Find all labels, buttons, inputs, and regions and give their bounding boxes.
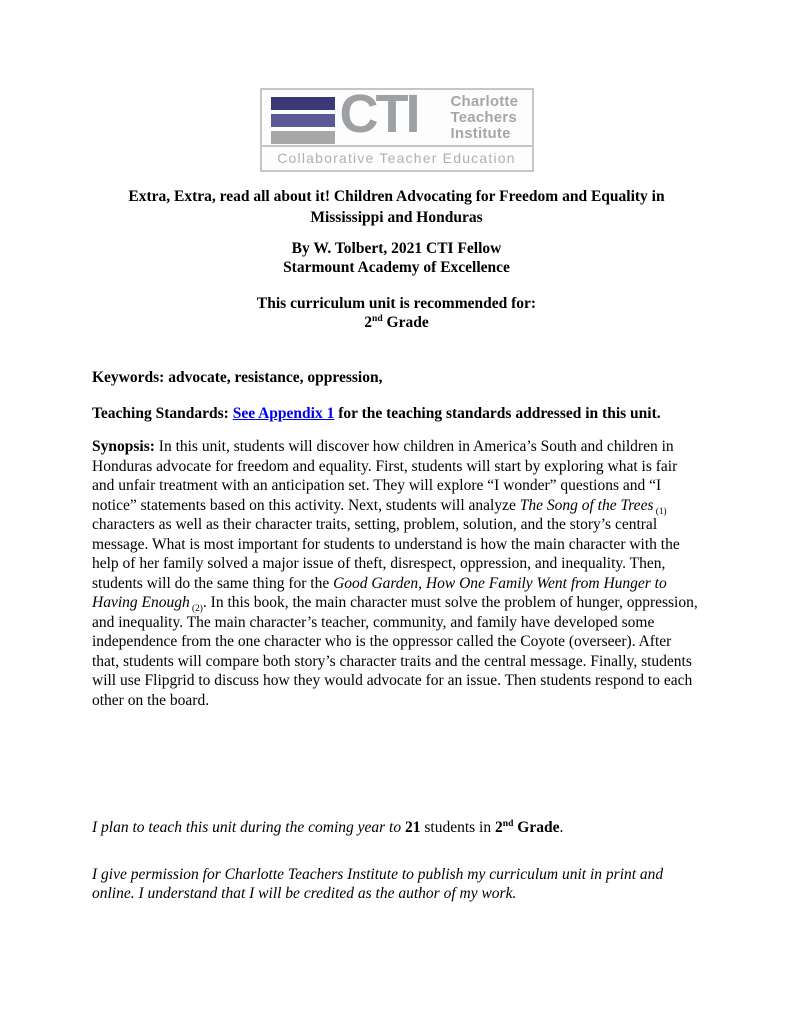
cti-logo — [260, 84, 534, 172]
logo-name-line-2: Teachers — [450, 109, 517, 126]
unit-title-line-2: Mississippi and Honduras — [310, 209, 483, 226]
logo-bars — [271, 97, 335, 148]
unit-title-line-1: Extra, Extra, read all about it! Children Advocating for Freedom and Equality in — [128, 188, 665, 205]
author-byline: By W. Tolbert, 2021 CTI Fellow — [291, 240, 502, 257]
teaching-standards-line: Teaching Standards: See Appendix 1 for the teaching standards addressed in this unit. — [92, 405, 661, 422]
synopsis-paragraph: Synopsis: In this unit, students will discover how children in America’s South and children in Honduras advocate for freedom and equality. First, students will start by exploring what is fair and unfair treatment with an anticipation set. They will explore “I wonder” questions and “I notice” statements based on this activity. Next, students will analyze The Song of the Trees $_{(1)}$ characters as well as their character traits, setting, problem, solution, and the story’s central message. What is most important for students to understand is how the main character with the help of her family solved a major issue of theft, disrespect, oppression, and inequality. Then, students will do the same thing for the Good Garden, How One Family Went from Hunger to Having Enough $_{(2)}$. In this book, the main character must solve the problem of hunger, oppression, and inequality. The main character’s teacher, community, and family have developed some independence from the one character who is the oppressor called the Coyote (overseer). After that, students will compare both story’s character traits and the central message. Finally, students will use Flipgrid to discuss how they would advocate for an issue. Then students respond to each other on the board. — [92, 438, 698, 709]
logo-bar-bottom — [271, 131, 335, 144]
byline-block — [92, 239, 701, 277]
logo-bar-middle — [271, 114, 335, 127]
recommended-block — [92, 294, 701, 332]
recommended-for-label: This curriculum unit is recommended for: — [256, 295, 537, 312]
logo-divider — [262, 145, 532, 147]
plan-statement: I plan to teach this unit during the coming year to 21 students in 2nd Grade. — [92, 817, 564, 836]
logo-acronym: CTI — [339, 84, 418, 144]
unit-title — [92, 186, 701, 228]
logo-institute-name — [451, 94, 519, 142]
logo-name-line-1: Charlotte — [450, 93, 519, 110]
school-name: Starmount Academy of Excellence — [283, 259, 510, 276]
permission-statement: I give permission for Charlotte Teachers Institute to publish my curriculum unit in print and online. I understand that I will be credited as the author of my work. — [92, 865, 664, 902]
appendix-link[interactable]: See Appendix 1 — [232, 405, 335, 422]
keywords-line: Keywords: advocate, resistance, oppression, — [92, 369, 383, 386]
logo-bar-top — [271, 97, 335, 110]
logo-tagline: Collaborative Teacher Education — [277, 150, 516, 166]
recommended-grade: 2nd Grade — [364, 312, 429, 331]
logo-name-line-3: Institute — [450, 125, 511, 142]
